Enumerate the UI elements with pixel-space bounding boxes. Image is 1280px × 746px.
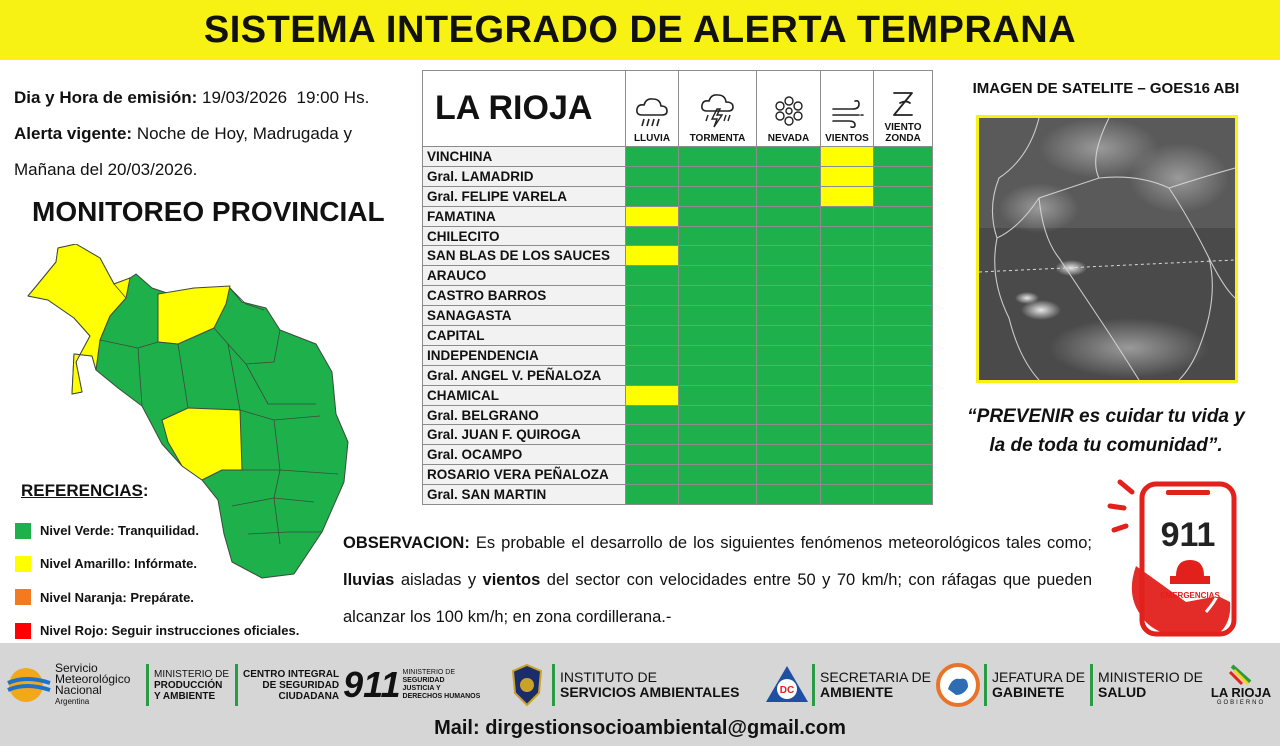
title-banner — [0, 0, 1280, 60]
alert-table — [422, 70, 933, 505]
quote-line-1: es cuidar tu vida y — [1073, 406, 1245, 427]
alert-level-cell — [679, 465, 757, 485]
secretaria-ambiente-logo — [812, 655, 931, 715]
alert-level-cell — [626, 425, 679, 445]
alert-level-cell — [757, 485, 821, 505]
department-name: Gral. JUAN F. QUIROGA — [423, 425, 626, 445]
alert-level-cell — [821, 286, 874, 306]
alert-table-header — [423, 71, 933, 147]
alert-level-cell — [821, 465, 874, 485]
alert-level-cell — [757, 166, 821, 186]
cisc-line-3: CIUDADANA — [278, 690, 340, 702]
alert-level-cell — [679, 445, 757, 465]
references-title-text: REFERENCIAS — [21, 481, 143, 500]
alert-level-cell — [679, 166, 757, 186]
department-row — [423, 326, 933, 346]
alert-level-cell — [757, 425, 821, 445]
contact-email: Mail: dirgestionsocioambiental@gmail.com — [434, 717, 846, 739]
alert-level-cell — [757, 465, 821, 485]
reference-label: Nivel Amarillo: Infórmate. — [40, 556, 197, 572]
footer-logos — [0, 655, 1280, 715]
reference-item — [15, 581, 335, 614]
smn-line-2: Meteorológico — [55, 672, 131, 686]
cisc-line-1: CENTRO INTEGRAL — [243, 668, 340, 680]
alert-validity-label: Alerta vigente: — [14, 124, 133, 143]
department-row — [423, 425, 933, 445]
quote-emphasis: “PREVENIR — [967, 406, 1074, 427]
alert-level-cell — [821, 385, 874, 405]
department-row — [423, 306, 933, 326]
alert-level-cell — [821, 345, 874, 365]
gobierno-la-rioja-logo — [1206, 655, 1276, 715]
reference-swatch — [15, 589, 31, 605]
department-row — [423, 166, 933, 186]
alert-level-cell — [626, 186, 679, 206]
department-row — [423, 266, 933, 286]
department-row — [423, 465, 933, 485]
alert-level-cell — [757, 405, 821, 425]
department-row — [423, 485, 933, 505]
alert-level-cell — [821, 365, 874, 385]
alert-level-cell — [679, 365, 757, 385]
alert-level-cell — [679, 425, 757, 445]
hazard-header-rain — [626, 71, 679, 147]
department-row — [423, 365, 933, 385]
department-name: ROSARIO VERA PEÑALOZA — [423, 465, 626, 485]
alert-level-cell — [626, 166, 679, 186]
alert-validity-value-2: Mañana del 20/03/2026. — [14, 160, 198, 179]
storm-cloud-icon — [699, 91, 737, 129]
instituto-servicios-logo — [552, 655, 739, 715]
reference-swatch — [15, 523, 31, 539]
alert-level-cell — [757, 365, 821, 385]
hazard-label-storm: TORMENTA — [689, 133, 746, 144]
alert-level-cell — [874, 286, 933, 306]
hazard-header-storm — [679, 71, 757, 147]
jefatura-line-1: JEFATURA DE — [992, 669, 1086, 685]
centro-seguridad-logo — [235, 655, 480, 715]
snowflake-icon — [771, 93, 807, 129]
alert-level-cell — [626, 246, 679, 266]
alert-level-cell — [874, 306, 933, 326]
reference-label: Nivel Verde: Tranquilidad. — [40, 523, 199, 539]
alert-level-cell — [679, 246, 757, 266]
emission-date-line — [14, 80, 414, 116]
smn-logo — [6, 655, 130, 715]
wind-icon — [829, 99, 865, 129]
rain-cloud-icon — [634, 95, 670, 129]
department-name: CHILECITO — [423, 226, 626, 246]
department-name: SAN BLAS DE LOS SAUCES — [423, 246, 626, 266]
alert-level-cell — [626, 445, 679, 465]
emission-date-value: 19/03/2026 19:00 Hs. — [202, 88, 370, 107]
min-seg-line-3: JUSTICIA Y — [402, 685, 441, 692]
alert-level-cell — [626, 485, 679, 505]
page-title: SISTEMA INTEGRADO DE ALERTA TEMPRANA — [203, 8, 1077, 51]
salud-line-2: SALUD — [1098, 684, 1147, 700]
secretaria-line-1: SECRETARIA DE — [820, 669, 931, 685]
alert-level-cell — [874, 485, 933, 505]
salud-line-1: MINISTERIO DE — [1098, 669, 1204, 685]
alert-level-cell — [821, 405, 874, 425]
police-badge-logo — [510, 655, 544, 715]
department-row — [423, 226, 933, 246]
alert-level-cell — [874, 166, 933, 186]
cisc-911-number: 911 — [343, 664, 401, 705]
zonda-wind-icon — [888, 89, 918, 121]
smn-line-3: Nacional — [55, 683, 102, 697]
gobierno-line-1: LA RIOJA — [1210, 684, 1272, 700]
department-row — [423, 286, 933, 306]
alert-level-cell — [679, 306, 757, 326]
alert-level-cell — [821, 226, 874, 246]
department-row — [423, 385, 933, 405]
alert-level-cell — [679, 405, 757, 425]
satellite-image — [979, 118, 1235, 380]
police-badge-icon — [510, 663, 544, 707]
department-name: CHAMICAL — [423, 385, 626, 405]
alert-level-cell — [679, 385, 757, 405]
smn-line-1: Servicio — [55, 661, 98, 675]
reference-item — [15, 514, 335, 547]
hazard-label-zonda: VIENTO ZONDA — [884, 122, 922, 144]
department-name: CAPITAL — [423, 326, 626, 346]
department-name: Gral. ANGEL V. PEÑALOZA — [423, 365, 626, 385]
alert-level-cell — [821, 206, 874, 226]
min-prod-line-2: PRODUCCIÓN — [154, 679, 223, 691]
alert-level-cell — [757, 326, 821, 346]
hazard-label-wind: VIENTOS — [825, 133, 869, 144]
alert-level-cell — [626, 306, 679, 326]
alert-level-cell — [757, 186, 821, 206]
observation-text — [343, 525, 1092, 636]
alert-level-cell — [757, 226, 821, 246]
reference-label: Nivel Naranja: Prepárate. — [40, 589, 194, 605]
department-name: VINCHINA — [423, 147, 626, 167]
reference-label: Nivel Rojo: Seguir instrucciones oficiales. — [40, 623, 300, 639]
alert-level-cell — [821, 306, 874, 326]
alert-level-cell — [679, 485, 757, 505]
jefatura-line-2: GABINETE — [992, 684, 1065, 700]
footer — [0, 643, 1280, 746]
alert-level-cell — [626, 365, 679, 385]
department-row — [423, 186, 933, 206]
reference-swatch — [15, 556, 31, 572]
observation-part-1: Es probable el desarrollo de los siguientes fenómenos meteorológicos tales como; — [469, 534, 1092, 552]
references-title — [21, 481, 149, 501]
reference-swatch — [15, 623, 31, 639]
alert-level-cell — [874, 345, 933, 365]
region-name: LA RIOJA — [423, 71, 626, 147]
alert-level-cell — [874, 206, 933, 226]
smn-line-4: Argentina — [55, 697, 90, 706]
department-row — [423, 206, 933, 226]
alert-level-cell — [626, 226, 679, 246]
department-row — [423, 445, 933, 465]
satellite-image-frame — [976, 115, 1238, 383]
alert-level-cell — [757, 445, 821, 465]
hazard-label-rain: LLUVIA — [633, 133, 671, 144]
instituto-line-1: INSTITUTO DE — [560, 669, 657, 685]
department-name: Gral. OCAMPO — [423, 445, 626, 465]
emergency-label: EMERGENCIAS — [1160, 591, 1220, 600]
references-title-colon: : — [142, 481, 149, 500]
references-list — [15, 514, 335, 647]
alert-level-cell — [757, 246, 821, 266]
min-prod-line-3: Y AMBIENTE — [154, 690, 216, 702]
alert-validity-value-1: Noche de Hoy, Madrugada y — [136, 124, 352, 143]
jefatura-emblem-icon — [936, 663, 980, 707]
emergency-number: 911 — [1160, 516, 1216, 554]
defensa-civil-logo — [764, 655, 810, 715]
alert-level-cell — [757, 266, 821, 286]
alert-level-cell — [874, 425, 933, 445]
alert-level-cell — [757, 345, 821, 365]
min-seg-line-2: SEGURIDAD — [402, 677, 445, 684]
alert-level-cell — [874, 186, 933, 206]
alert-level-cell — [626, 405, 679, 425]
alert-level-cell — [874, 405, 933, 425]
alert-level-cell — [757, 206, 821, 226]
alert-level-cell — [679, 147, 757, 167]
alert-level-cell — [757, 147, 821, 167]
jefatura-gabinete-logo — [984, 655, 1085, 715]
alert-level-cell — [821, 326, 874, 346]
min-seg-line-1: MINISTERIO DE — [402, 669, 456, 676]
alert-level-cell — [821, 246, 874, 266]
jefatura-emblem — [936, 655, 980, 715]
alert-level-cell — [679, 345, 757, 365]
department-name: Gral. LAMADRID — [423, 166, 626, 186]
ministerio-salud-logo — [1090, 655, 1203, 715]
alert-level-cell — [626, 286, 679, 306]
alert-level-cell — [626, 385, 679, 405]
alert-level-cell — [874, 246, 933, 266]
alert-level-cell — [626, 345, 679, 365]
alert-level-cell — [874, 147, 933, 167]
department-name: INDEPENDENCIA — [423, 345, 626, 365]
alert-level-cell — [626, 465, 679, 485]
ministerio-produccion-logo — [146, 655, 229, 715]
alert-level-cell — [757, 306, 821, 326]
min-seg-line-4: DERECHOS HUMANOS — [402, 693, 481, 700]
department-name: CASTRO BARROS — [423, 286, 626, 306]
hazard-header-zonda — [874, 71, 933, 147]
emission-date-label: Dia y Hora de emisión: — [14, 88, 198, 107]
department-name: FAMATINA — [423, 206, 626, 226]
hazard-label-snow: NEVADA — [767, 133, 810, 144]
map-yellow-south — [162, 408, 242, 480]
alert-level-cell — [821, 147, 874, 167]
secretaria-line-2: AMBIENTE — [820, 684, 894, 700]
reference-item — [15, 547, 335, 580]
alert-level-cell — [874, 266, 933, 286]
department-name: ARAUCO — [423, 266, 626, 286]
alert-level-cell — [757, 385, 821, 405]
alert-level-cell — [757, 286, 821, 306]
hazard-header-snow — [757, 71, 821, 147]
alert-level-cell — [626, 147, 679, 167]
gobierno-emblem-icon — [1228, 664, 1254, 686]
alert-level-cell — [874, 465, 933, 485]
alert-level-cell — [821, 266, 874, 286]
department-row — [423, 405, 933, 425]
hazard-header-wind — [821, 71, 874, 147]
alert-level-cell — [874, 326, 933, 346]
observation-bold-rain: lluvias — [343, 571, 395, 589]
smn-emblem-icon — [6, 665, 52, 705]
min-prod-line-1: MINISTERIO DE — [154, 668, 230, 680]
defensa-civil-icon — [764, 664, 810, 706]
alert-level-cell — [626, 326, 679, 346]
alert-level-cell — [821, 186, 874, 206]
cisc-line-2: DE SEGURIDAD — [262, 679, 340, 691]
alert-validity-line — [14, 116, 414, 152]
defensa-civil-initials: DC — [779, 685, 795, 696]
alert-level-cell — [874, 365, 933, 385]
alert-level-cell — [679, 226, 757, 246]
department-row — [423, 147, 933, 167]
alert-level-cell — [874, 445, 933, 465]
department-name: Gral. BELGRANO — [423, 405, 626, 425]
alert-level-cell — [874, 385, 933, 405]
alert-level-cell — [679, 186, 757, 206]
alert-level-cell — [679, 326, 757, 346]
department-name: Gral. FELIPE VARELA — [423, 186, 626, 206]
alert-level-cell — [821, 445, 874, 465]
emergency-911-icon — [1106, 474, 1274, 642]
quote-line-2: la de toda tu comunidad”. — [989, 435, 1223, 456]
observation-bold-wind: vientos — [482, 571, 541, 589]
alert-level-cell — [821, 485, 874, 505]
department-row — [423, 246, 933, 266]
observation-part-3: del sector con velocidades entre 50 y 70 km/h; con ráfagas que pueden alcanzar los 100 km/h; en zona cordillerana.- — [343, 571, 1093, 626]
department-row — [423, 345, 933, 365]
alert-level-cell — [626, 266, 679, 286]
satellite-title: IMAGEN DE SATELITE – GOES16 ABI — [972, 80, 1240, 97]
instituto-line-2: SERVICIOS AMBIENTALES — [560, 684, 740, 700]
prevention-quote — [946, 402, 1266, 460]
monitoring-title: MONITOREO PROVINCIAL — [32, 196, 385, 227]
alert-level-cell — [874, 226, 933, 246]
department-name: Gral. SAN MARTIN — [423, 485, 626, 505]
department-name: SANAGASTA — [423, 306, 626, 326]
alert-level-cell — [679, 286, 757, 306]
alert-level-cell — [626, 206, 679, 226]
alert-level-cell — [821, 166, 874, 186]
gobierno-line-2: GOBIERNO — [1216, 699, 1266, 706]
alert-level-cell — [679, 266, 757, 286]
alert-level-cell — [821, 425, 874, 445]
observation-part-2: aisladas y — [394, 571, 483, 589]
observation-label: OBSERVACION: — [343, 534, 470, 552]
alert-level-cell — [679, 206, 757, 226]
emission-info — [14, 80, 414, 188]
